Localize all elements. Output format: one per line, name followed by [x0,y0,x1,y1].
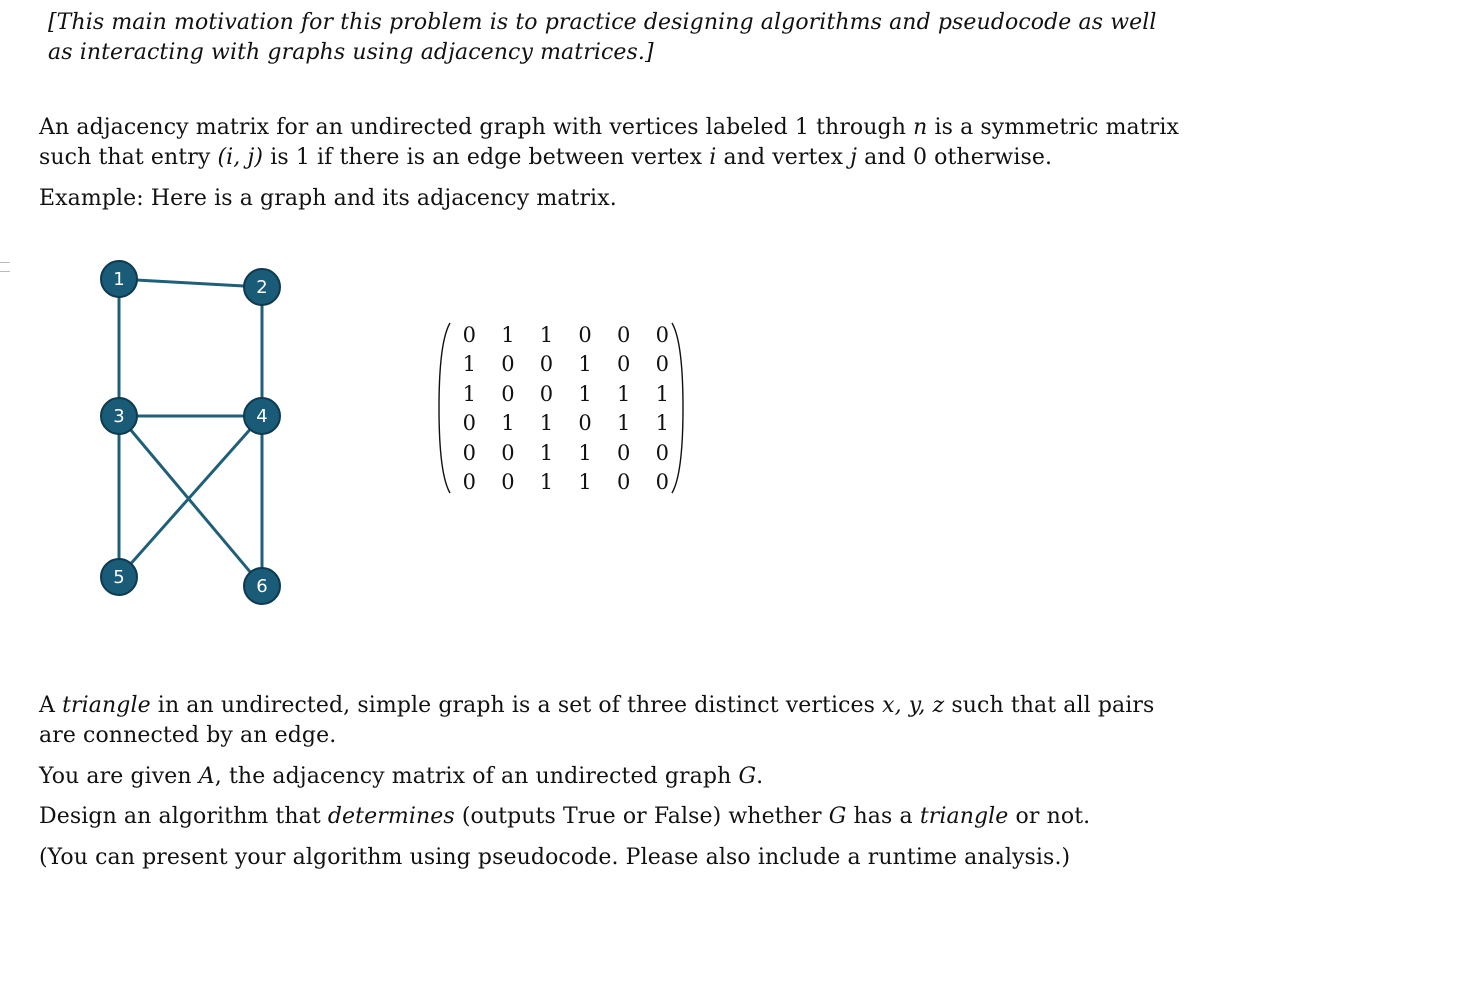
matrix-cell: 0 [462,469,476,494]
math-G: G [828,804,847,829]
matrix-cell: 0 [462,323,476,347]
text: (outputs True or False) whether [454,804,829,829]
text: . [756,764,764,789]
text: An adjacency matrix for an undirected graph with vertices labeled 1 through [39,115,914,140]
triangle-definition [39,691,1179,751]
matrix-cell: 0 [655,323,669,347]
matrix-cell: 1 [578,352,592,377]
node-label: 5 [113,567,125,588]
matrix-cell: 1 [655,381,669,406]
text: is a symmetric matrix such that entry [39,115,1179,170]
node-label: 2 [256,277,268,298]
graph-node-6 [244,568,280,604]
math-i: i [709,145,717,170]
example-graph [0,240,320,620]
example-text: Example: Here is a graph and its adjacency matrix. [39,186,617,211]
matrix-cell: 1 [501,411,515,436]
graph-node-3 [101,398,137,434]
matrix-cell: 0 [539,381,554,406]
matrix-cell: 1 [578,381,592,406]
node-label: 4 [256,406,268,427]
matrix-cell: 0 [616,352,631,377]
math-G: G [738,764,757,789]
math-A: A [198,764,215,789]
matrix-cell: 0 [501,469,515,494]
adjacency-definition [39,113,1179,173]
math-ij: (i, j) [217,145,264,170]
text: has a [846,804,920,829]
matrix-cell: 0 [616,440,631,465]
matrix-cell: 1 [539,411,554,436]
matrix-cell: 0 [501,440,515,465]
text: Design an algorithm that [39,804,328,829]
matrix-cell: 0 [655,352,669,377]
right-paren [670,322,686,494]
matrix-cell: 1 [578,469,592,494]
graph-edge-1-2 [119,279,262,287]
matrix-cell: 0 [616,469,631,494]
matrix-cell: 0 [578,411,592,436]
matrix-cell: 0 [616,323,631,347]
matrix-grid [450,321,682,497]
text: A [39,693,63,718]
task-statement [39,802,1179,832]
matrix-cell: 0 [539,352,554,377]
graph-node-4 [244,398,280,434]
matrix-cell: 0 [655,440,669,465]
text: or not. [1008,804,1091,829]
matrix-cell: 1 [501,323,515,347]
instructions-note: (You can present your algorithm using pseudocode. Please also include a runtime analysis.) [39,845,1071,870]
math-xyz: x, y, z [882,693,945,718]
math-j: j [850,145,858,170]
matrix-cell: 1 [462,352,476,377]
matrix-cell: 0 [462,440,476,465]
term-triangle: triangle [919,804,1009,829]
intro-note: [This main motivation for this problem is to practice designing algorithms and pseudocode as well as interacting with graphs using adjacency matrices.] [48,10,1157,65]
graph-node-1 [101,261,137,297]
graph-node-2 [244,269,280,305]
term-determines: determines [327,804,455,829]
matrix-cell: 1 [578,440,592,465]
text: such that all pairs are connected by an edge. [39,693,1155,748]
matrix-cell: 1 [616,411,631,436]
math-n: n [913,115,928,140]
matrix-cell: 1 [462,381,476,406]
text: is 1 if there is an edge between vertex [263,145,710,170]
text: in an undirected, simple graph is a set of three distinct vertices [150,693,883,718]
term-triangle: triangle [62,693,151,718]
node-label: 3 [113,406,125,427]
matrix-cell: 0 [462,411,476,436]
matrix-cell: 1 [539,469,554,494]
given-statement [39,762,1179,792]
node-label: 6 [256,576,268,597]
matrix-cell: 1 [616,381,631,406]
graph-node-5 [101,559,137,595]
matrix-cell: 1 [539,323,554,347]
matrix-cell: 0 [655,469,669,494]
matrix-cell: 1 [655,411,669,436]
matrix-cell: 0 [578,323,592,347]
text: , the adjacency matrix of an undirected graph [214,764,739,789]
node-label: 1 [113,269,125,290]
matrix-cell: 1 [539,440,554,465]
matrix-cell: 0 [501,381,515,406]
adjacency-matrix [436,316,686,500]
text: You are given [39,764,199,789]
text: and 0 otherwise. [857,145,1053,170]
text: and vertex [716,145,851,170]
matrix-cell: 0 [501,352,515,377]
